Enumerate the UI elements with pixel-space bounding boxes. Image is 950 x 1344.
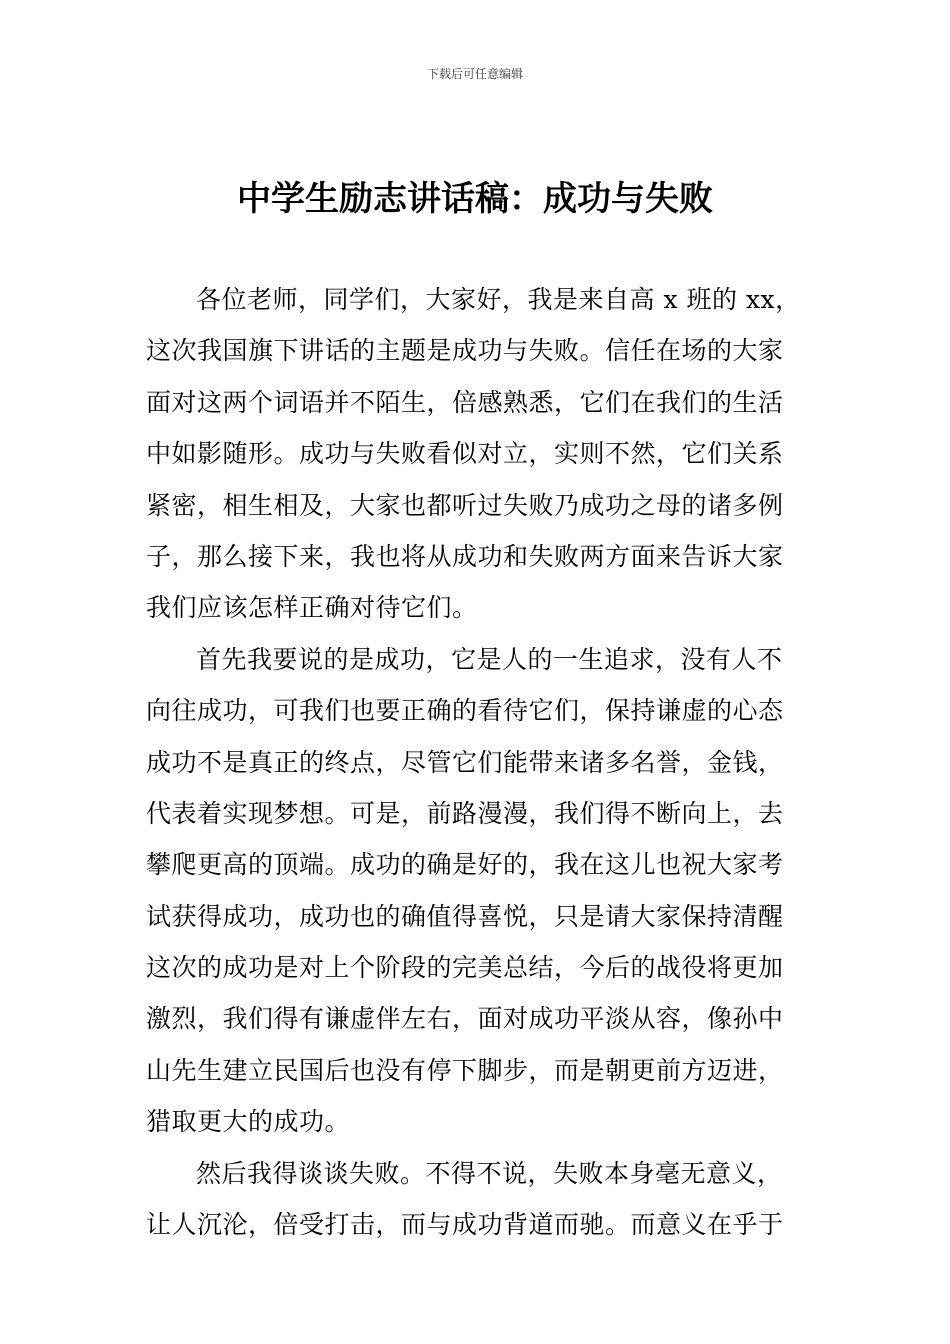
paragraph-2-line-9: 山先生建立民国后也没有停下脚步，而是朝更前方迈进， bbox=[146, 1055, 784, 1085]
paragraph-2-line-8: 激烈，我们得有谦虚伴左右，面对成功平淡从容，像孙中 bbox=[146, 1004, 784, 1034]
body-text bbox=[146, 278, 806, 1254]
paragraph-2-line-4: 代表着实现梦想。可是，前路漫漫，我们得不断向上，去 bbox=[146, 798, 784, 828]
paragraph-2-line-5: 攀爬更高的顶端。成功的确是好的，我在这儿也祝大家考 bbox=[146, 850, 784, 880]
document-title: 中学生励志讲话稿：成功与失败 bbox=[237, 179, 713, 219]
header-note: 下载后可任意编辑 bbox=[426, 67, 523, 81]
paragraph-1-line-1: 各位老师，同学们，大家好，我是来自高 x 班的 xx， bbox=[196, 285, 801, 314]
paragraph-3-line-2: 让人沉沦，倍受打击，而与成功背道而驰。而意义在乎于 bbox=[146, 1210, 784, 1240]
paragraph-1-line-5: 紧密，相生相及，大家也都听过失败乃成功之母的诸多例 bbox=[146, 490, 784, 520]
paragraph-2-line-1: 首先我要说的是成功，它是人的一生追求，没有人不 bbox=[196, 644, 783, 674]
paragraph-1-line-3: 面对这两个词语并不陌生，倍感熟悉，它们在我们的生活 bbox=[146, 387, 784, 417]
paragraph-1-line-6: 子，那么接下来，我也将从成功和失败两方面来告诉大家 bbox=[146, 541, 784, 571]
paragraph-1-line-7: 我们应该怎样正确对待它们。 bbox=[146, 593, 478, 623]
paragraph-2-line-2: 向往成功，可我们也要正确的看待它们，保持谦虚的心态 bbox=[146, 696, 784, 726]
paragraph-2-line-7: 这次的成功是对上个阶段的完美总结，今后的战役将更加 bbox=[146, 953, 784, 983]
paragraph-2-line-6: 试获得成功，成功也的确值得喜悦，只是请大家保持清醒 bbox=[146, 901, 784, 931]
paragraph-3-line-1: 然后我得谈谈失败。不得不说，失败本身毫无意义， bbox=[196, 1158, 783, 1188]
paragraph-1-line-2: 这次我国旗下讲话的主题是成功与失败。信任在场的大家 bbox=[146, 336, 784, 366]
paragraph-1-line-4: 中如影随形。成功与失败看似对立，实则不然，它们关系 bbox=[146, 439, 784, 469]
paragraph-2-line-3: 成功不是真正的终点，尽管它们能带来诸多名誉，金钱， bbox=[146, 747, 784, 777]
paragraph-2-line-10: 猎取更大的成功。 bbox=[146, 1107, 351, 1137]
